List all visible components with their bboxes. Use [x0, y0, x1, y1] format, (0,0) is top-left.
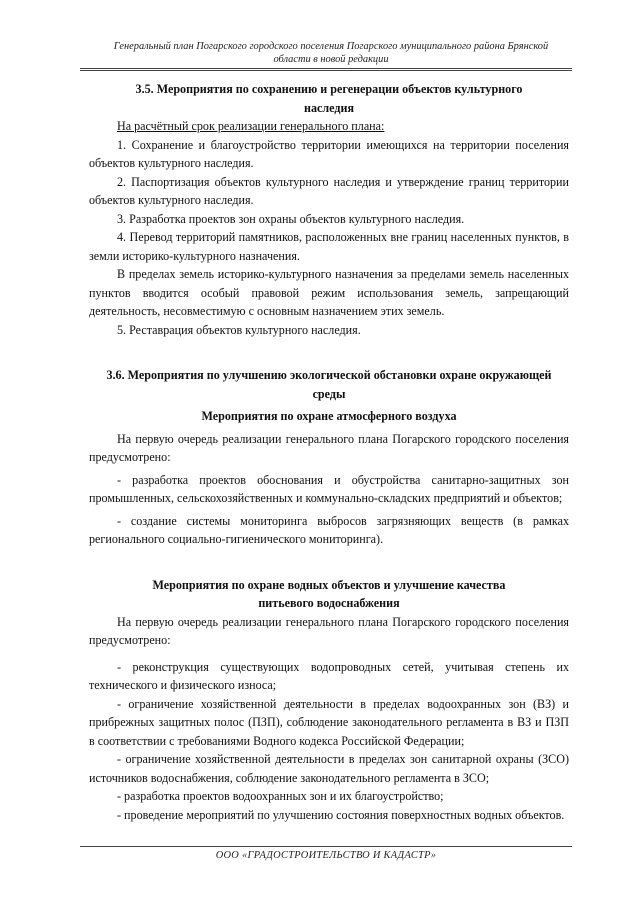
footer-divider	[80, 846, 572, 847]
list-item: - проведение мероприятий по улучшению состояния поверхностных водных объектов.	[117, 807, 565, 822]
list-item: - разработка проектов водоохранных зон и их благоустройство;	[117, 789, 444, 803]
list-item: - ограничение хозяйственной деятельности в пределах водоохранных зон (ВЗ) и прибрежных защитных полос (ПЗП), соблюдение законодательного регламента в ВЗ и ПЗП в соответствии с требованиями Водного кодекса Российской Федерации;	[89, 696, 569, 748]
section-3-5-subtitle: На расчётный срок реализации генерального плана:	[117, 119, 385, 133]
header-divider	[80, 68, 572, 71]
list-item: 2. Паспортизация объектов культурного наследия и утверждение границ территории объектов культурного наследия.	[89, 174, 569, 207]
header-line-1: Генеральный план Погарского городского поселения Погарского муниципального района Брянской	[113, 41, 549, 52]
list-item: - реконструкция существующих водопроводных сетей, учитывая степень их технического и физического износа;	[89, 659, 569, 692]
section-3-6-title-line-1: 3.6. Мероприятия по улучшению экологической обстановки охране окружающей	[106, 368, 552, 382]
running-footer: ООО «ГРАДОСТРОИТЕЛЬСТВО И КАДАСТР»	[215, 850, 437, 861]
list-item: 5. Реставрация объектов культурного наследия.	[117, 322, 361, 337]
header-line-2: области в новой редакции	[273, 54, 389, 65]
water-heading-line-2: питьевого водоснабжения	[258, 596, 400, 610]
running-header	[92, 40, 570, 66]
list-item: 1. Сохранение и благоустройство территории имеющихся на территории поселения объектов культурного наследия.	[89, 137, 569, 170]
paragraph: На первую очередь реализации генерального плана Погарского городского поселения предусмотрено:	[89, 431, 569, 464]
page-body	[89, 80, 569, 824]
section-3-5-title-line-1: 3.5. Мероприятия по сохранению и регенерации объектов культурного	[135, 82, 523, 96]
list-item: - разработка проектов обоснования и обустройства санитарно-защитных зон промышленных, сельскохозяйственных и коммунально-складских предприятий и объектов;	[89, 472, 569, 505]
water-heading-line-1: Мероприятия по охране водных объектов и улучшение качества	[152, 577, 506, 592]
list-item: - создание системы мониторинга выбросов загрязняющих веществ (в рамках регионального социально-гигиенического мониторинга).	[89, 513, 569, 546]
list-item: 3. Разработка проектов зон охраны объектов культурного наследия.	[117, 211, 465, 226]
paragraph: На первую очередь реализации генерального плана Погарского городского поселения предусмотрено:	[89, 614, 569, 647]
section-3-5-title	[89, 80, 569, 117]
water-protection-heading	[89, 576, 569, 613]
air-protection-heading: Мероприятия по охране атмосферного воздуха	[201, 409, 457, 423]
section-3-5-title-line-2: наследия	[303, 100, 354, 115]
list-item: 4. Перевод территорий памятников, расположенных вне границ населенных пунктов, в земли историко-культурного назначения.	[89, 230, 569, 263]
section-3-6-title-line-2: среды	[312, 386, 346, 401]
paragraph: В пределах земель историко-культурного назначения за пределами земель населенных пунктов вводится особый правовой режим использования земель, запрещающий деятельность, несовместимую с основным назначением этих земель.	[89, 267, 569, 318]
section-3-6-title	[89, 366, 569, 403]
list-item: - ограничение хозяйственной деятельности в пределах зон санитарной охраны (ЗСО) источников водоснабжения, соблюдение законодательного регламента в ЗСО;	[89, 752, 569, 785]
